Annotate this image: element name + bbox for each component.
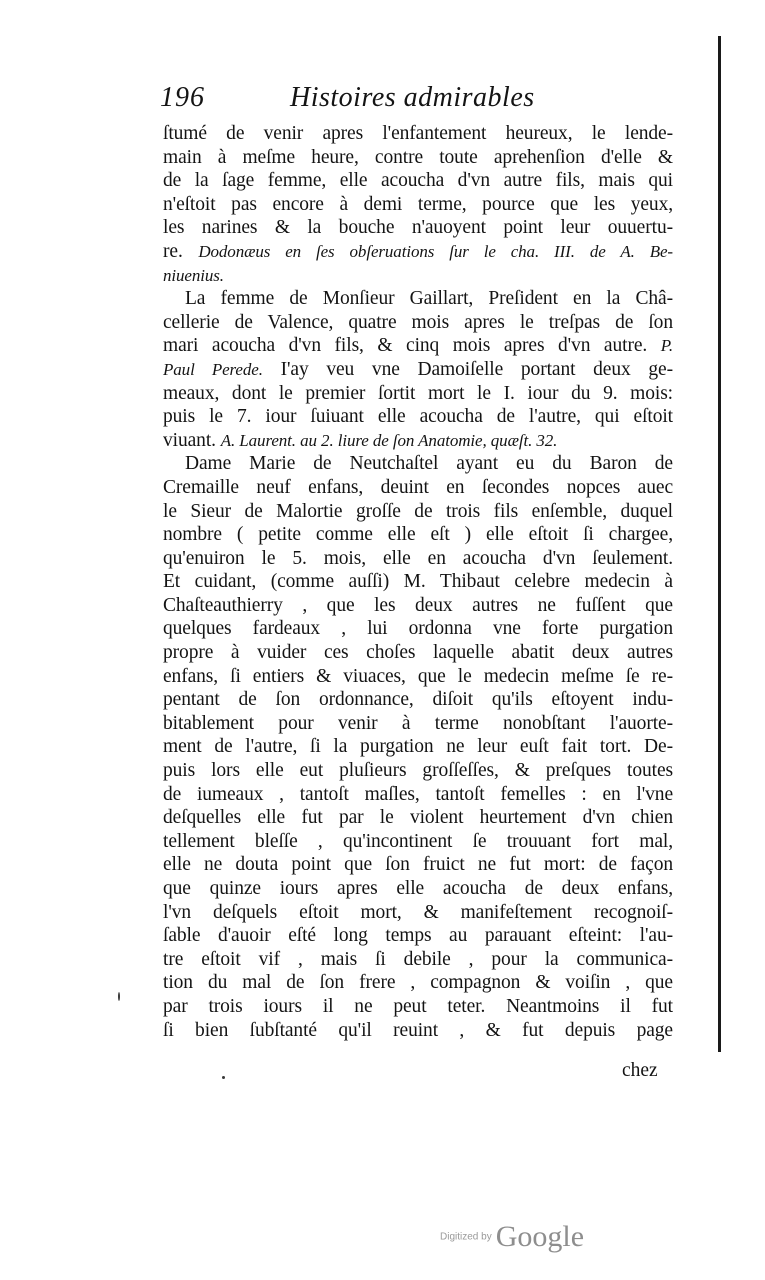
- text-line: [163, 264, 673, 288]
- text-span: re.: [163, 240, 183, 262]
- text-span: mari acoucha d'vn fils, & cinq mois apres d'vn autre.: [163, 335, 648, 357]
- text-line: que quinze iours apres elle acoucha de deux enfans,: [163, 878, 673, 899]
- text-line: le Sieur de Malortie groſſe de trois fils enſemble, duquel: [163, 500, 673, 522]
- text-line: pentant de ſon ordonnance, diſoit qu'ils eſtoyent indu-: [163, 689, 673, 711]
- text-line: deſquelles elle fut par le violent heurtement d'vn chien: [163, 807, 673, 829]
- text-line: de iumeaux , tantoſt maſles, tantoſt femelles : en l'vne: [163, 783, 673, 805]
- running-title: Histoires admirables: [290, 82, 535, 113]
- text-line: ſtumé de venir apres l'enfantement heureux, le lende-: [163, 123, 673, 144]
- text-line: main à meſme heure, contre toute aprehenſion d'elle &: [163, 146, 673, 168]
- ink-speck: [222, 1076, 225, 1079]
- text-line: puis lors elle eut pluſieurs groſſeſſes, & preſques toutes: [163, 760, 673, 782]
- text-line: Cremaille neuf enfans, deuint en ſecondes nopces auec: [163, 476, 673, 498]
- text-line: puis le 7. iour ſuiuant elle acoucha de l'autre, qui eſtoit: [163, 406, 673, 428]
- watermark-brand: Google: [495, 1220, 585, 1253]
- digitized-watermark: [440, 1220, 584, 1260]
- text-line: propre à vuider ces choſes laquelle abatit deux autres: [163, 642, 673, 664]
- text-line: elle ne douta point que ſon fruict ne fut mort: de façon: [163, 854, 673, 876]
- body-text: [163, 122, 673, 1042]
- text-line: [163, 429, 673, 453]
- page-header: [160, 82, 680, 122]
- text-line: La femme de Monſieur Gaillart, Preſident en la Châ-: [185, 288, 673, 310]
- text-line: nombre ( petite comme elle eſt ) elle eſtoit ſi chargee,: [163, 524, 673, 546]
- citation: A. Laurent. au 2. liure de ſon Anatomie, quæſt. 32.: [220, 430, 558, 450]
- text-line: tion du mal de ſon frere , compagnon & voiſin , que: [163, 972, 673, 994]
- text-line: Chaſteauthierry , que les deux autres ne fuſſent que: [163, 594, 673, 616]
- text-line: bitablement pour venir à terme nonobſtant l'auorte-: [163, 712, 673, 734]
- text-span: viuant.: [163, 429, 216, 451]
- text-line: les narines & la bouche n'auoyent point leur ouuertu-: [163, 217, 673, 239]
- citation: Dodonæus en ſes obſeruations ſur le cha. III. de A. Be-: [198, 241, 673, 261]
- text-line: quelques fardeaux , lui ordonna vne forte purgation: [163, 618, 673, 640]
- ink-speck: [118, 992, 120, 1001]
- text-line: Et cuidant, (comme auſſi) M. Thibaut celebre medecin à: [163, 571, 673, 593]
- text-line: n'eſtoit pas encore à demi terme, pource que les yeux,: [163, 193, 673, 215]
- text-line: ſi bien ſubſtanté qu'il reuint , & fut depuis page: [163, 1019, 673, 1041]
- text-line: [163, 240, 673, 264]
- text-line: ſable d'auoir eſté long temps au parauant eſteint: l'au-: [163, 925, 673, 947]
- text-line: cellerie de Valence, quatre mois apres le treſpas de ſon: [163, 311, 673, 333]
- text-line: tre eſtoit vif , mais ſi debile , pour la communica-: [163, 948, 673, 970]
- citation: P.: [660, 336, 673, 356]
- text-line: tellement bleſſe , qu'incontinent ſe trouuant fort mal,: [163, 830, 673, 852]
- citation: Paul Perede.: [163, 359, 263, 379]
- text-line: de la ſage femme, elle acoucha d'vn autre fils, mais qui: [163, 170, 673, 192]
- page-number: 196: [160, 82, 205, 113]
- text-span: I'ay veu vne Damoiſelle portant deux ge-: [280, 358, 673, 380]
- text-line: [163, 334, 673, 358]
- text-line: enfans, ſi entiers & viuaces, que le medecin meſme ſe re-: [163, 665, 673, 687]
- text-line: qu'enuiron le 5. mois, elle en acoucha d'vn ſeulement.: [163, 547, 673, 569]
- text-line: Dame Marie de Neutchaſtel ayant eu du Baron de: [185, 453, 673, 475]
- text-line: par trois iours il ne peut teter. Neantmoins il fut: [163, 995, 673, 1017]
- text-line: [163, 358, 673, 382]
- catchword: chez: [622, 1060, 658, 1081]
- text-line: meaux, dont le premier ſortit mort le I. iour du 9. mois:: [163, 382, 673, 404]
- text-line: l'vn deſquels eſtoit mort, & manifeſtement recognoiſ-: [163, 901, 673, 923]
- citation: niuenius.: [163, 265, 224, 285]
- watermark-prefix: Digitized by: [440, 1231, 492, 1243]
- text-line: ment de l'autre, ſi la purgation ne leur euſt fait tort. De-: [163, 736, 673, 758]
- page-edge-line: [718, 36, 721, 1052]
